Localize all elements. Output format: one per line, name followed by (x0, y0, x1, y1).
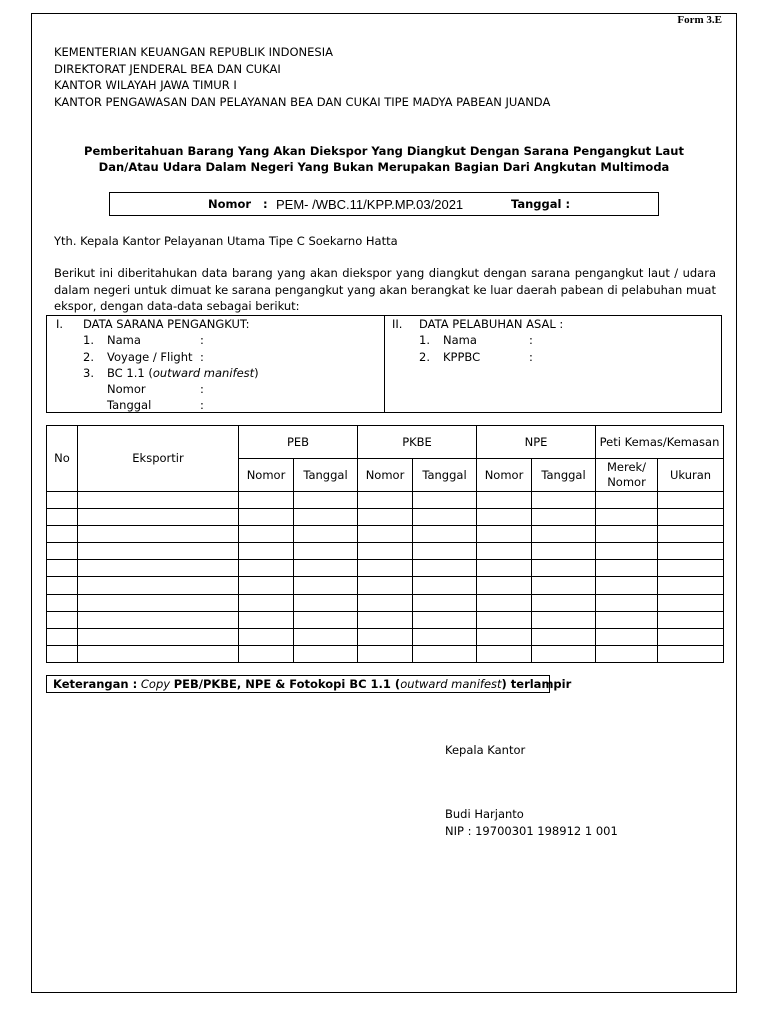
table-cell (78, 611, 239, 628)
table-cell (596, 560, 658, 577)
table-cell (294, 543, 358, 560)
table-cell (477, 577, 532, 594)
table-cell (358, 509, 413, 526)
col-npe: NPE (477, 426, 596, 459)
table-row (47, 628, 724, 645)
table-cell (477, 526, 532, 543)
table-cell (532, 611, 596, 628)
table-cell (413, 560, 477, 577)
pkbe-nomor: Nomor (358, 459, 413, 492)
table-cell (239, 543, 294, 560)
title-line-2: Dan/Atau Udara Dalam Negeri Yang Bukan Merupakan Bagian Dari Angkutan Multimoda (98, 160, 670, 174)
item-colon: : (529, 333, 533, 348)
npe-tanggal: Tanggal (532, 459, 596, 492)
item-label-nama: Nama (443, 333, 477, 348)
table-cell (358, 628, 413, 645)
header-line-3: KANTOR WILAYAH JAWA TIMUR I (54, 78, 237, 92)
bc11-text: BC 1.1 ( (107, 365, 153, 380)
table-cell (294, 509, 358, 526)
table-cell (596, 577, 658, 594)
table-cell (78, 492, 239, 509)
table-cell (47, 492, 78, 509)
addressee: Yth. Kepala Kantor Pelayanan Utama Tipe C Soekarno Hatta (54, 234, 398, 248)
header-line-1: KEMENTERIAN KEUANGAN REPUBLIK INDONESIA (54, 45, 333, 59)
col-peb: PEB (239, 426, 358, 459)
form-code: Form 3.E (677, 14, 722, 26)
table-cell (596, 594, 658, 611)
transport-data-box (46, 315, 722, 413)
item-label-nama: Nama (107, 333, 141, 348)
item-label-kppbc: KPPBC (443, 349, 481, 364)
nomor-value: PEM- /WBC.11/KPP.MP.03/2021 (276, 196, 464, 212)
table-cell (413, 611, 477, 628)
tanggal-label: Tanggal : (511, 197, 571, 211)
table-cell (477, 594, 532, 611)
table-cell (78, 645, 239, 662)
pkbe-tanggal: Tanggal (413, 459, 477, 492)
keterangan-label: Keterangan : (53, 677, 138, 691)
table-cell (239, 492, 294, 509)
table-cell (413, 526, 477, 543)
table-cell (658, 577, 724, 594)
table-cell (658, 594, 724, 611)
item-num: 1. (83, 333, 94, 348)
item-label-bc11 (107, 365, 259, 381)
keterangan-text-2: ) terlampir (501, 677, 572, 691)
table-cell (477, 492, 532, 509)
section1-num: I. (56, 317, 64, 331)
header-line-4: KANTOR PENGAWASAN DAN PELAYANAN BEA DAN CUKAI TIPE MADYA PABEAN JUANDA (54, 94, 551, 109)
table-cell (47, 560, 78, 577)
item-num: 2. (419, 349, 430, 364)
title-line-1: Pemberitahuan Barang Yang Akan Diekspor Yang Diangkut Dengan Sarana Pengangkut Laut (84, 144, 684, 158)
col-eksportir: Eksportir (78, 426, 239, 492)
item-colon: : (200, 349, 204, 364)
table-cell (413, 594, 477, 611)
table-cell (78, 526, 239, 543)
table-cell (47, 611, 78, 628)
section-pelabuhan (392, 316, 712, 365)
peti-ukuran: Ukuran (658, 459, 724, 492)
peti-merek: Merek/ Nomor (596, 459, 658, 492)
table-cell (239, 577, 294, 594)
signature-role: Kepala Kantor (445, 743, 526, 757)
table-cell (47, 543, 78, 560)
table-row (47, 645, 724, 662)
item-num: 1. (419, 333, 430, 348)
table-cell (78, 509, 239, 526)
table-cell (239, 628, 294, 645)
table-cell (477, 645, 532, 662)
bc11-end: ) (254, 365, 259, 380)
table-body (47, 492, 724, 663)
table-cell (413, 645, 477, 662)
table-cell (78, 560, 239, 577)
table-cell (294, 611, 358, 628)
table-cell (294, 560, 358, 577)
table-cell (47, 509, 78, 526)
table-row (47, 492, 724, 509)
table-cell (596, 492, 658, 509)
peb-tanggal: Tanggal (294, 459, 358, 492)
table-cell (532, 543, 596, 560)
table-cell (239, 594, 294, 611)
table-cell (358, 492, 413, 509)
section2-title: DATA PELABUHAN ASAL : (419, 317, 564, 331)
table-cell (358, 645, 413, 662)
table-cell (358, 543, 413, 560)
table-cell (596, 645, 658, 662)
bc11-italic: outward manifest (152, 365, 255, 380)
table-cell (532, 509, 596, 526)
table-cell (532, 526, 596, 543)
table-cell (47, 577, 78, 594)
table-cell (239, 526, 294, 543)
table-cell (477, 543, 532, 560)
col-no: No (47, 426, 78, 492)
table-cell (294, 577, 358, 594)
table-cell (239, 611, 294, 628)
nomor-box (109, 192, 659, 216)
table-cell (658, 492, 724, 509)
table-cell (532, 594, 596, 611)
table-cell (596, 543, 658, 560)
table-cell (413, 543, 477, 560)
table-cell (413, 492, 477, 509)
table-row (47, 594, 724, 611)
table-row (47, 560, 724, 577)
section1-title: DATA SARANA PENGANGKUT: (83, 317, 250, 331)
item-num: 3. (83, 365, 94, 380)
nomor-colon: : (263, 197, 268, 211)
table-cell (658, 543, 724, 560)
keterangan-text-1: PEB/PKBE, NPE & Fotokopi BC 1.1 ( (173, 677, 401, 691)
box-divider (384, 316, 385, 412)
table-cell (78, 577, 239, 594)
sub-colon: : (200, 398, 204, 413)
keterangan-italic: outward manifest (400, 677, 502, 691)
table-cell (413, 509, 477, 526)
keterangan-box (46, 675, 572, 693)
table-cell (358, 594, 413, 611)
table-cell (532, 577, 596, 594)
table-cell (477, 628, 532, 645)
table-cell (658, 526, 724, 543)
table-cell (477, 611, 532, 628)
table-cell (532, 628, 596, 645)
item-label-voyage: Voyage / Flight (107, 349, 193, 364)
table-cell (239, 645, 294, 662)
table-cell (596, 509, 658, 526)
nomor-label: Nomor (208, 197, 252, 211)
sub-label-tanggal: Tanggal (107, 398, 152, 413)
export-table (46, 425, 724, 663)
signature-name: Budi Harjanto (445, 807, 524, 821)
table-cell (596, 628, 658, 645)
npe-nomor: Nomor (477, 459, 532, 492)
intro-paragraph: Berikut ini diberitahukan data barang yang akan diekspor yang diangkut dengan sarana pengangkut laut / udara dalam negeri untuk dimuat ke sarana pengangkut yang akan berangkat ke luar daerah pabean di pelabuhan muat ekspor, dengan data-data sebagai berikut: (54, 266, 716, 313)
table-cell (294, 594, 358, 611)
table-cell (658, 560, 724, 577)
table-cell (78, 543, 239, 560)
section2-num: II. (392, 317, 403, 331)
table-cell (239, 509, 294, 526)
table-cell (658, 645, 724, 662)
table-cell (47, 526, 78, 543)
table-cell (658, 611, 724, 628)
peb-nomor: Nomor (239, 459, 294, 492)
table-cell (477, 560, 532, 577)
table-cell (658, 509, 724, 526)
table-row (47, 509, 724, 526)
table-cell (532, 645, 596, 662)
table-cell (358, 526, 413, 543)
item-colon: : (200, 333, 204, 348)
table-cell (596, 611, 658, 628)
table-cell (532, 492, 596, 509)
table-cell (294, 645, 358, 662)
table-cell (294, 628, 358, 645)
table-cell (596, 526, 658, 543)
table-cell (47, 628, 78, 645)
table-row (47, 611, 724, 628)
table-row (47, 577, 724, 594)
item-num: 2. (83, 349, 94, 364)
table-cell (294, 526, 358, 543)
sub-colon: : (200, 382, 204, 397)
section-sarana (56, 316, 381, 414)
table-cell (532, 560, 596, 577)
table-cell (294, 492, 358, 509)
col-peti-kemas: Peti Kemas/Kemasan (596, 426, 724, 459)
col-pkbe: PKBE (358, 426, 477, 459)
table-cell (239, 560, 294, 577)
table-cell (78, 628, 239, 645)
signature-nip: NIP : 19700301 198912 1 001 (445, 824, 618, 838)
table-cell (358, 560, 413, 577)
item-colon: : (529, 349, 533, 364)
table-cell (78, 594, 239, 611)
table-cell (358, 577, 413, 594)
table-row (47, 526, 724, 543)
header-line-2: DIREKTORAT JENDERAL BEA DAN CUKAI (54, 61, 281, 76)
table-cell (658, 628, 724, 645)
table-cell (477, 509, 532, 526)
table-cell (358, 611, 413, 628)
table-cell (47, 645, 78, 662)
keterangan-copy: Copy (140, 677, 171, 691)
table-cell (413, 628, 477, 645)
document-title (54, 143, 714, 175)
table-row (47, 543, 724, 560)
table-cell (47, 594, 78, 611)
sub-label-nomor: Nomor (107, 382, 146, 397)
office-header (54, 44, 550, 110)
table-cell (413, 577, 477, 594)
